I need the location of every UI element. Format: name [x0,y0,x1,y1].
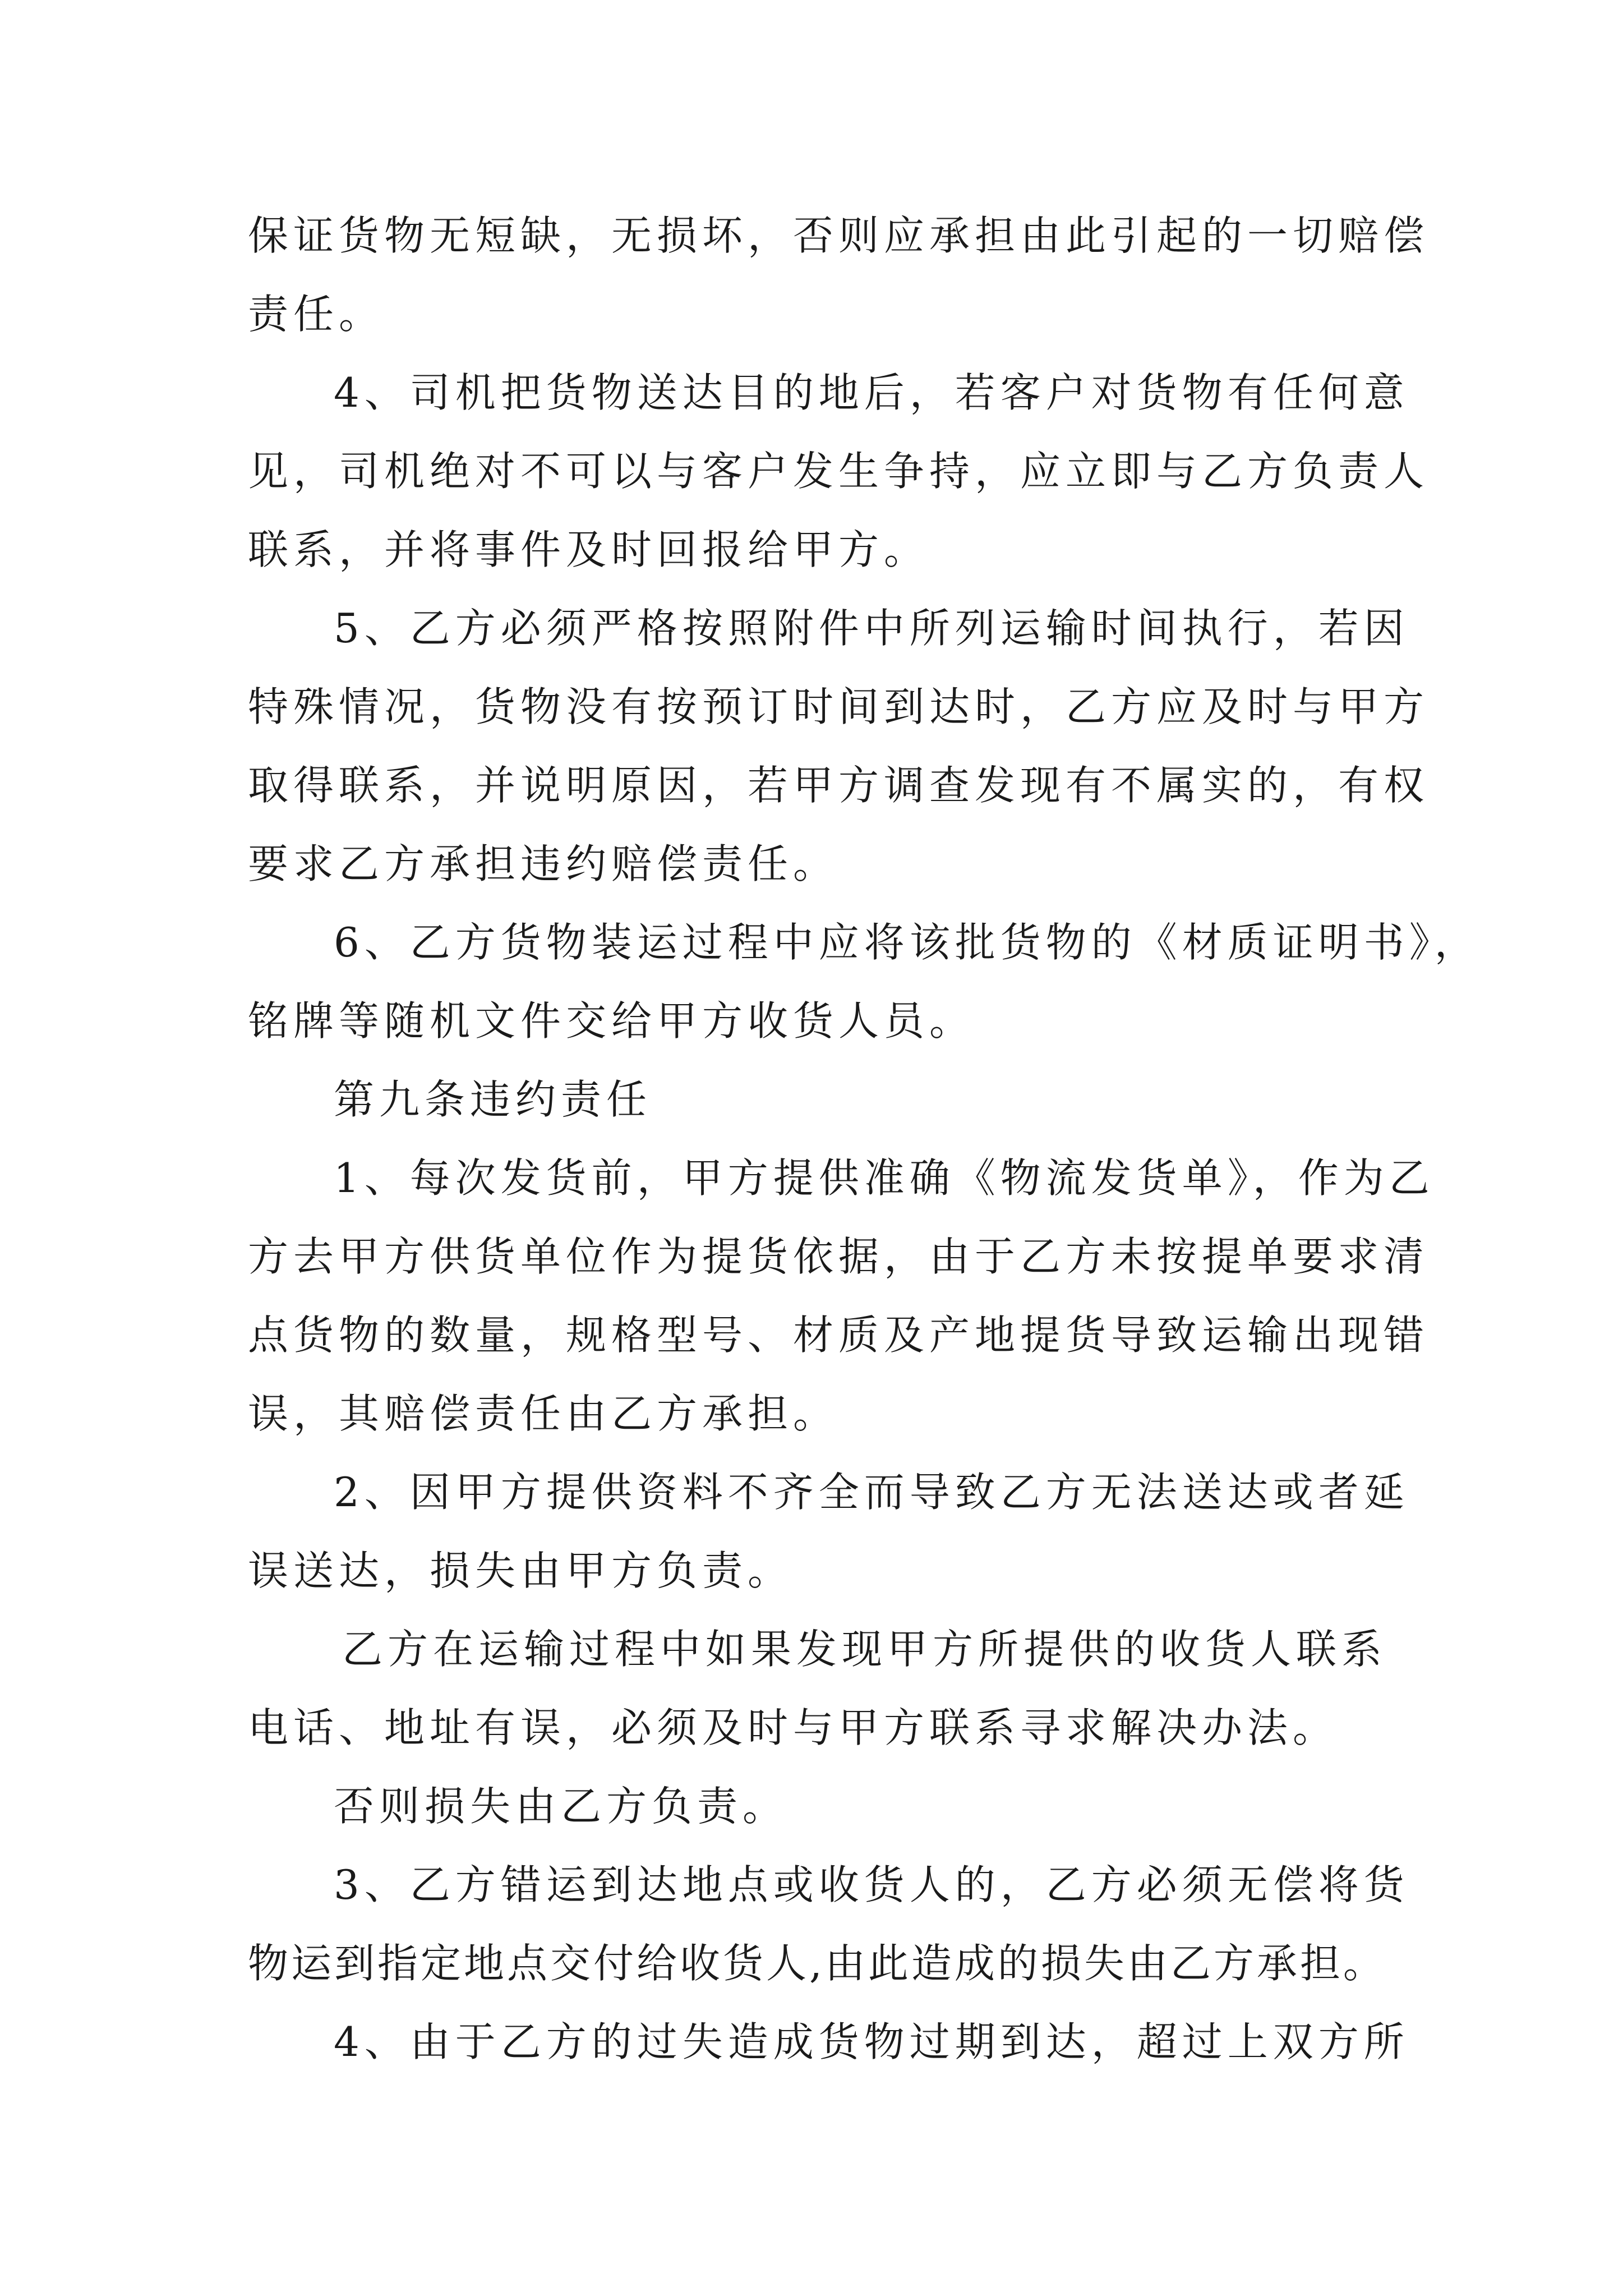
section-heading: 第九条违约责任 [334,1076,652,1123]
text-line: 要求乙方承担违约赔偿责任。 [248,840,839,887]
text-line: 联系，并将事件及时回报给甲方。 [248,526,930,573]
text-line: 5、乙方必须严格按照附件中所列运输时间执行，若因 [334,605,1409,652]
text-line: 否则损失由乙方负责。 [334,1783,789,1830]
text-line: 4、由于乙方的过失造成货物过期到达，超过上双方所 [334,2018,1409,2065]
text-line: 方去甲方供货单位作为提货依据，由于乙方未按提单要求清 [248,1233,1430,1280]
text-line: 物运到指定地点交付给收货人,由此造成的损失由乙方承担。 [248,1940,1386,1987]
text-line: 误，其赔偿责任由乙方承担。 [248,1390,839,1437]
text-line: 见，司机绝对不可以与客户发生争持，应立即与乙方负责人 [248,448,1430,495]
text-line: 取得联系，并说明原因，若甲方调查发现有不属实的，有权 [248,762,1430,809]
text-line: 乙方在运输过程中如果发现甲方所提供的收货人联系 [342,1626,1387,1673]
text-line: 6、乙方货物装运过程中应将该批货物的《材质证明书》， [334,919,1480,966]
text-line: 电话、地址有误，必须及时与甲方联系寻求解决办法。 [248,1704,1339,1751]
text-line: 2、因甲方提供资料不齐全而导致乙方无法送达或者延 [334,1469,1409,1516]
text-line: 3、乙方错运到达地点或收货人的，乙方必须无偿将货 [334,1861,1409,1908]
text-line: 铭牌等随机文件交给甲方收货人员。 [248,997,975,1045]
text-line: 1、每次发货前，甲方提供准确《物流发货单》，作为乙 [334,1154,1435,1202]
text-line: 误送达，损失由甲方负责。 [248,1547,794,1594]
text-line: 4、司机把货物送达目的地后，若客户对货物有任何意 [334,369,1409,416]
text-line: 点货物的数量，规格型号、材质及产地提货导致运输出现错 [248,1312,1430,1359]
text-line: 责任。 [248,291,385,338]
text-line: 特殊情况，货物没有按预订时间到达时，乙方应及时与甲方 [248,683,1430,730]
text-line: 保证货物无短缺，无损坏，否则应承担由此引起的一切赔偿 [248,212,1430,259]
